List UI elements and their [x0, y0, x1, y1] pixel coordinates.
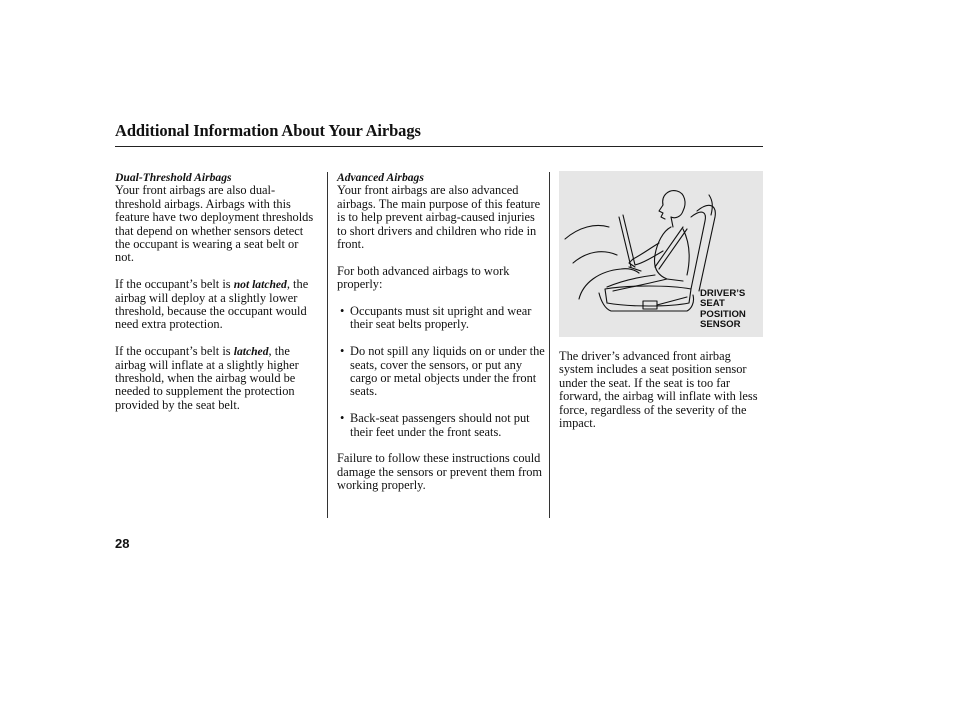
list-item: • Do not spill any liquids on or under the seats, cover the sensors, or put any cargo or metal objects under the front seats. — [337, 345, 545, 399]
paragraph-text: , the airbag will inflate at a slightly higher threshold, when the airbag would be needed to supplement the protection provided by the seat belt. — [115, 344, 299, 412]
emphasis-text: not latched — [233, 278, 287, 292]
list-item: • Back-seat passengers should not put their feet under the front seats. — [337, 412, 545, 439]
title-divider — [115, 146, 763, 147]
paragraph: Your front airbags are also advanced airbags. The main purpose of this feature is to help prevent airbag-caused injuries to short drivers and children who ride in front. — [337, 183, 541, 252]
column-dual-threshold — [115, 171, 320, 426]
page-title: Additional Information About Your Airbags — [115, 121, 421, 140]
paragraph-text: If the occupant’s belt is — [115, 344, 234, 359]
paragraph-text: If the occupant’s belt is — [115, 277, 234, 292]
figure-callout-label: DRIVER’S SEAT POSITION SENSOR — [700, 288, 746, 331]
paragraph: Your front airbags are also dual-threshold airbags. Airbags with this feature have two deployment thresholds that depend on whether sensors detect the occupant is wearing a seat belt or not. — [115, 183, 314, 265]
column-divider — [327, 172, 328, 518]
page-number: 28 — [115, 536, 130, 551]
column-advanced-airbags — [337, 171, 545, 506]
emphasis-text: latched — [233, 345, 269, 359]
paragraph: The driver’s advanced front airbag system includes a seat position sensor under the seat. If the seat is too far forward, the airbag will inflate with less force, regardless of the severity of the impact. — [559, 349, 758, 431]
paragraph — [115, 278, 320, 332]
paragraph: For both advanced airbags to work properly: — [337, 263, 510, 292]
list-item: • Occupants must sit upright and wear their seat belts properly. — [337, 305, 545, 332]
paragraph — [115, 345, 320, 412]
column-seat-sensor — [559, 171, 763, 444]
section-heading-advanced-airbags: Advanced Airbags — [337, 171, 424, 184]
paragraph-text: , the airbag will deploy at a slightly lower threshold, because the occupant would need extra protection. — [115, 277, 309, 332]
bullet-list — [337, 305, 545, 439]
paragraph: Failure to follow these instructions could damage the sensors or prevent them from working properly. — [337, 451, 543, 493]
seat-sensor-illustration — [559, 171, 763, 337]
column-divider — [549, 172, 550, 518]
section-heading-dual-threshold: Dual-Threshold Airbags — [115, 171, 232, 184]
